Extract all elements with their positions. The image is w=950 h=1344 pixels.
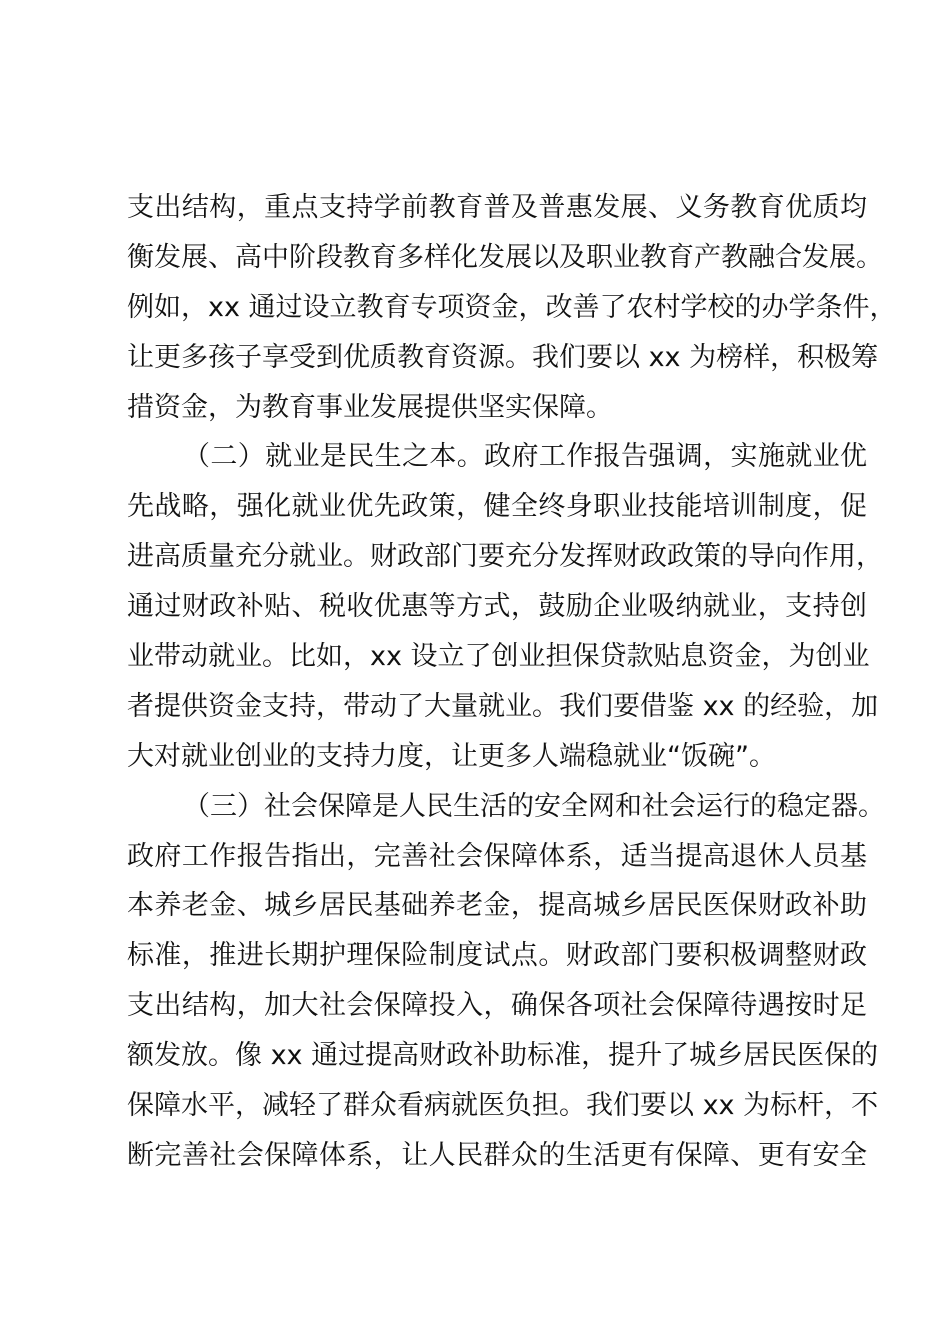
text-line: 政府工作报告指出，完善社会保障体系，适当提高退休人员基	[127, 840, 867, 872]
text-line: （三）社会保障是人民生活的安全网和社会运行的稳定器。	[183, 790, 885, 822]
text-line: 支出结构，加大社会保障投入，确保各项社会保障待遇按时足	[127, 990, 867, 1022]
text-line: 例如，xx 通过设立教育专项资金，改善了农村学校的办学条件，	[127, 291, 897, 323]
text-line: 标准，推进长期护理保险制度试点。财政部门要积极调整财政	[127, 940, 867, 972]
text-line: 衡发展、高中阶段教育多样化发展以及职业教育产教融合发展。	[127, 241, 883, 273]
text-line: 者提供资金支持，带动了大量就业。我们要借鉴 xx 的经验，加	[127, 690, 879, 722]
paragraph-education	[127, 183, 897, 432]
paragraph-social-security	[127, 782, 885, 1181]
text-line: 断完善社会保障体系，让人民群众的生活更有保障、更有安全	[127, 1139, 867, 1171]
text-line: 支出结构，重点支持学前教育普及普惠发展、义务教育优质均	[127, 192, 867, 223]
document-body	[127, 183, 897, 1181]
text-line: 让更多孩子享受到优质教育资源。我们要以 xx 为榜样，积极筹	[127, 341, 879, 373]
text-line: 措资金，为教育事业发展提供坚实保障。	[127, 391, 613, 423]
text-line: 额发放。像 xx 通过提高财政补助标准，提升了城乡居民医保的	[127, 1040, 879, 1072]
paragraph-employment	[127, 432, 883, 781]
text-line: 先战略，强化就业优先政策，健全终身职业技能培训制度，促	[127, 491, 867, 523]
text-line: 进高质量充分就业。财政部门要充分发挥财政政策的导向作用，	[127, 541, 883, 573]
text-line: 业带动就业。比如，xx 设立了创业担保贷款贴息资金，为创业	[127, 641, 870, 673]
text-line: （二）就业是民生之本。政府工作报告强调，实施就业优	[183, 441, 867, 473]
text-line: 大对就业创业的支持力度，让更多人端稳就业“饭碗”。	[127, 740, 776, 772]
text-line: 本养老金、城乡居民基础养老金，提高城乡居民医保财政补助	[127, 890, 867, 922]
text-line: 保障水平，减轻了群众看病就医负担。我们要以 xx 为标杆，不	[127, 1090, 879, 1122]
text-line: 通过财政补贴、税收优惠等方式，鼓励企业吸纳就业，支持创	[127, 591, 867, 623]
